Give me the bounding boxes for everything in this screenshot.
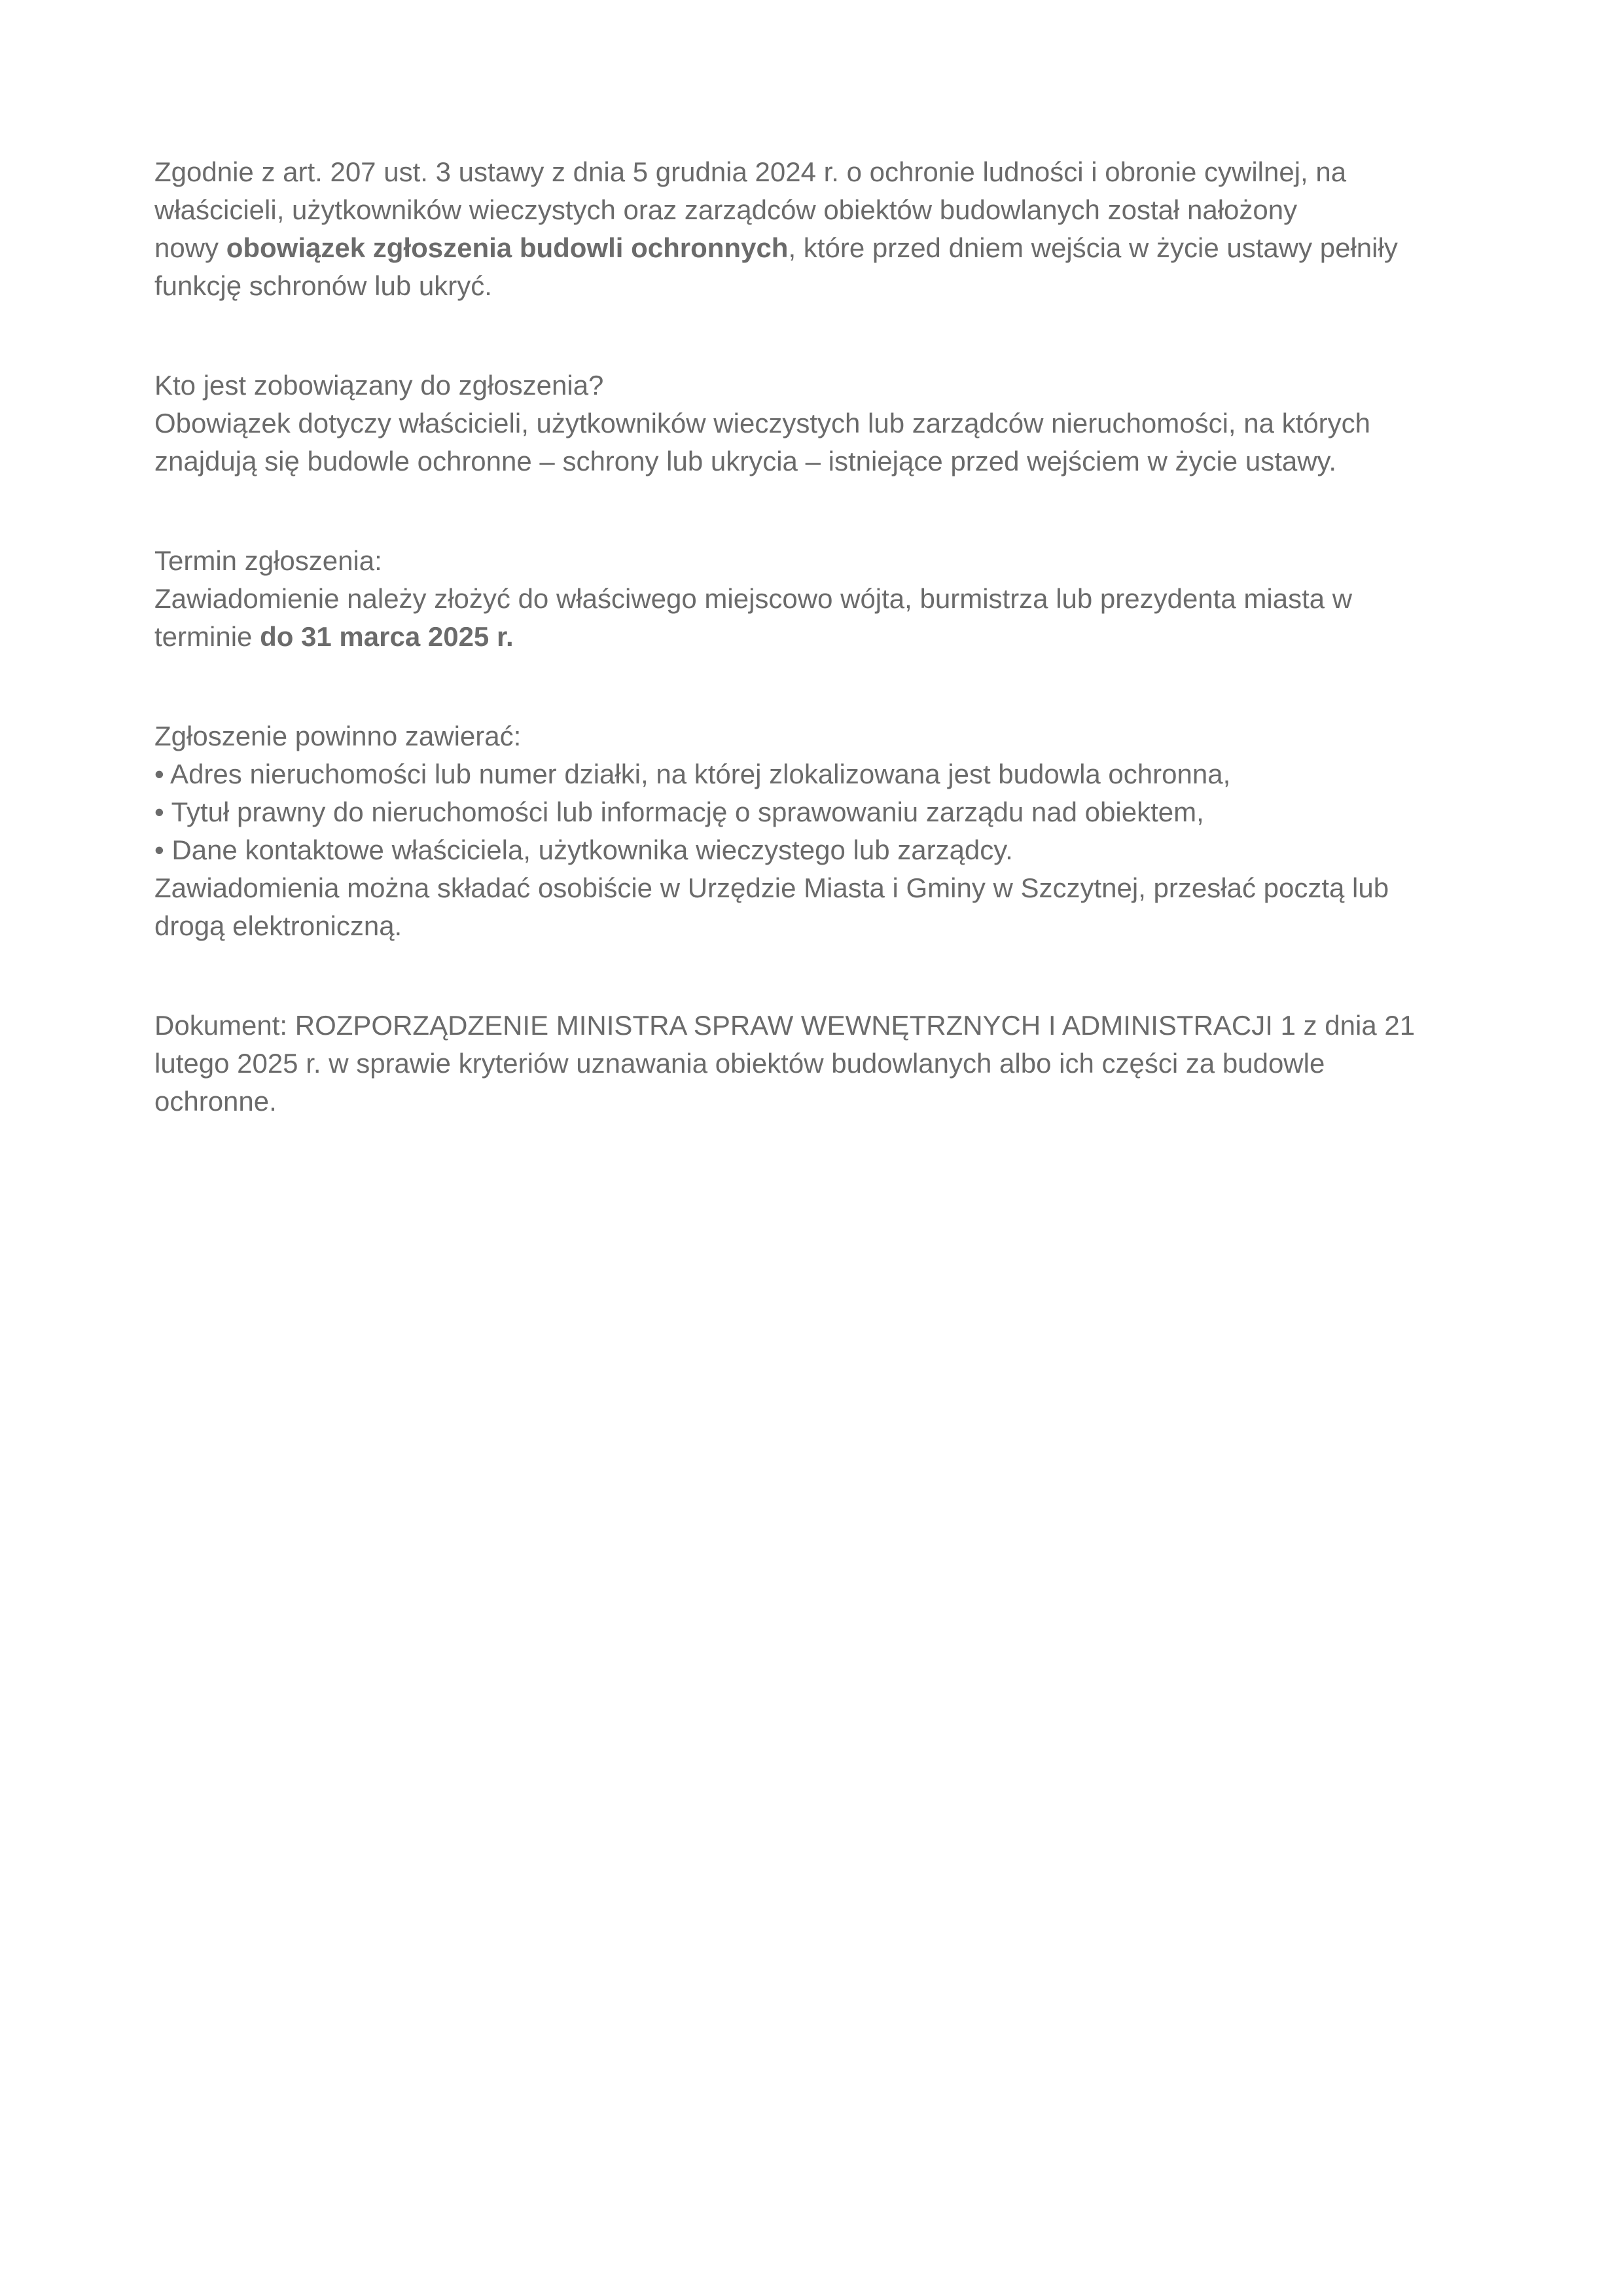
deadline-prefix: terminie	[154, 621, 260, 652]
document-reference-line: ochronne.	[154, 1086, 277, 1117]
deadline-heading: Termin zgłoszenia:	[154, 545, 382, 576]
intro-line: funkcję schronów lub ukryć.	[154, 270, 492, 301]
intro-text: , które przed dniem wejścia w życie ustawy pełniły	[788, 232, 1398, 263]
intro-line	[154, 229, 1489, 267]
deadline-text	[154, 618, 1489, 656]
contents-bullet: • Tytuł prawny do nieruchomości lub informację o sprawowaniu zarządu nad obiektem,	[154, 797, 1204, 827]
contents-text: drogą elektroniczną.	[154, 910, 402, 941]
who-text: znajdują się budowle ochronne – schrony lub ukrycia – istniejące przed wejściem w życie ustawy.	[154, 446, 1337, 476]
intro-paragraph	[154, 153, 1489, 305]
intro-line: właścicieli, użytkowników wieczystych oraz zarządców obiektów budowlanych został nałożony	[154, 194, 1298, 225]
contents-text: Zawiadomienia można składać osobiście w Urzędzie Miasta i Gminy w Szczytnej, przesłać pocztą lub	[154, 872, 1389, 903]
document-reference-line: Dokument: ROZPORZĄDZENIE MINISTRA SPRAW WEWNĘTRZNYCH I ADMINISTRACJI 1 z dnia 21	[154, 1010, 1416, 1041]
intro-text: nowy	[154, 232, 226, 263]
document-page	[154, 153, 1489, 1182]
contents-section	[154, 717, 1489, 945]
intro-line: Zgodnie z art. 207 ust. 3 ustawy z dnia 5 grudnia 2024 r. o ochronie ludności i obronie cywilnej, na	[154, 156, 1347, 187]
who-text: Obowiązek dotyczy właścicieli, użytkowników wieczystych lub zarządców nieruchomości, na których	[154, 408, 1371, 439]
who-heading: Kto jest zobowiązany do zgłoszenia?	[154, 370, 604, 401]
who-section	[154, 367, 1489, 480]
contents-heading: Zgłoszenie powinno zawierać:	[154, 721, 522, 751]
contents-bullet: • Dane kontaktowe właściciela, użytkownika wieczystego lub zarządcy.	[154, 834, 1013, 865]
deadline-date: do 31 marca 2025 r.	[260, 621, 514, 652]
obligation-highlight: obowiązek zgłoszenia budowli ochronnych	[226, 232, 789, 263]
document-reference-line: lutego 2025 r. w sprawie kryteriów uznawania obiektów budowlanych albo ich części za budowle	[154, 1048, 1325, 1079]
contents-bullet: • Adres nieruchomości lub numer działki, na której zlokalizowana jest budowla ochronna,	[154, 759, 1231, 789]
document-reference	[154, 1007, 1489, 1121]
deadline-text: Zawiadomienie należy złożyć do właściwego miejscowo wójta, burmistrza lub prezydenta miasta w	[154, 583, 1353, 614]
deadline-section	[154, 542, 1489, 656]
